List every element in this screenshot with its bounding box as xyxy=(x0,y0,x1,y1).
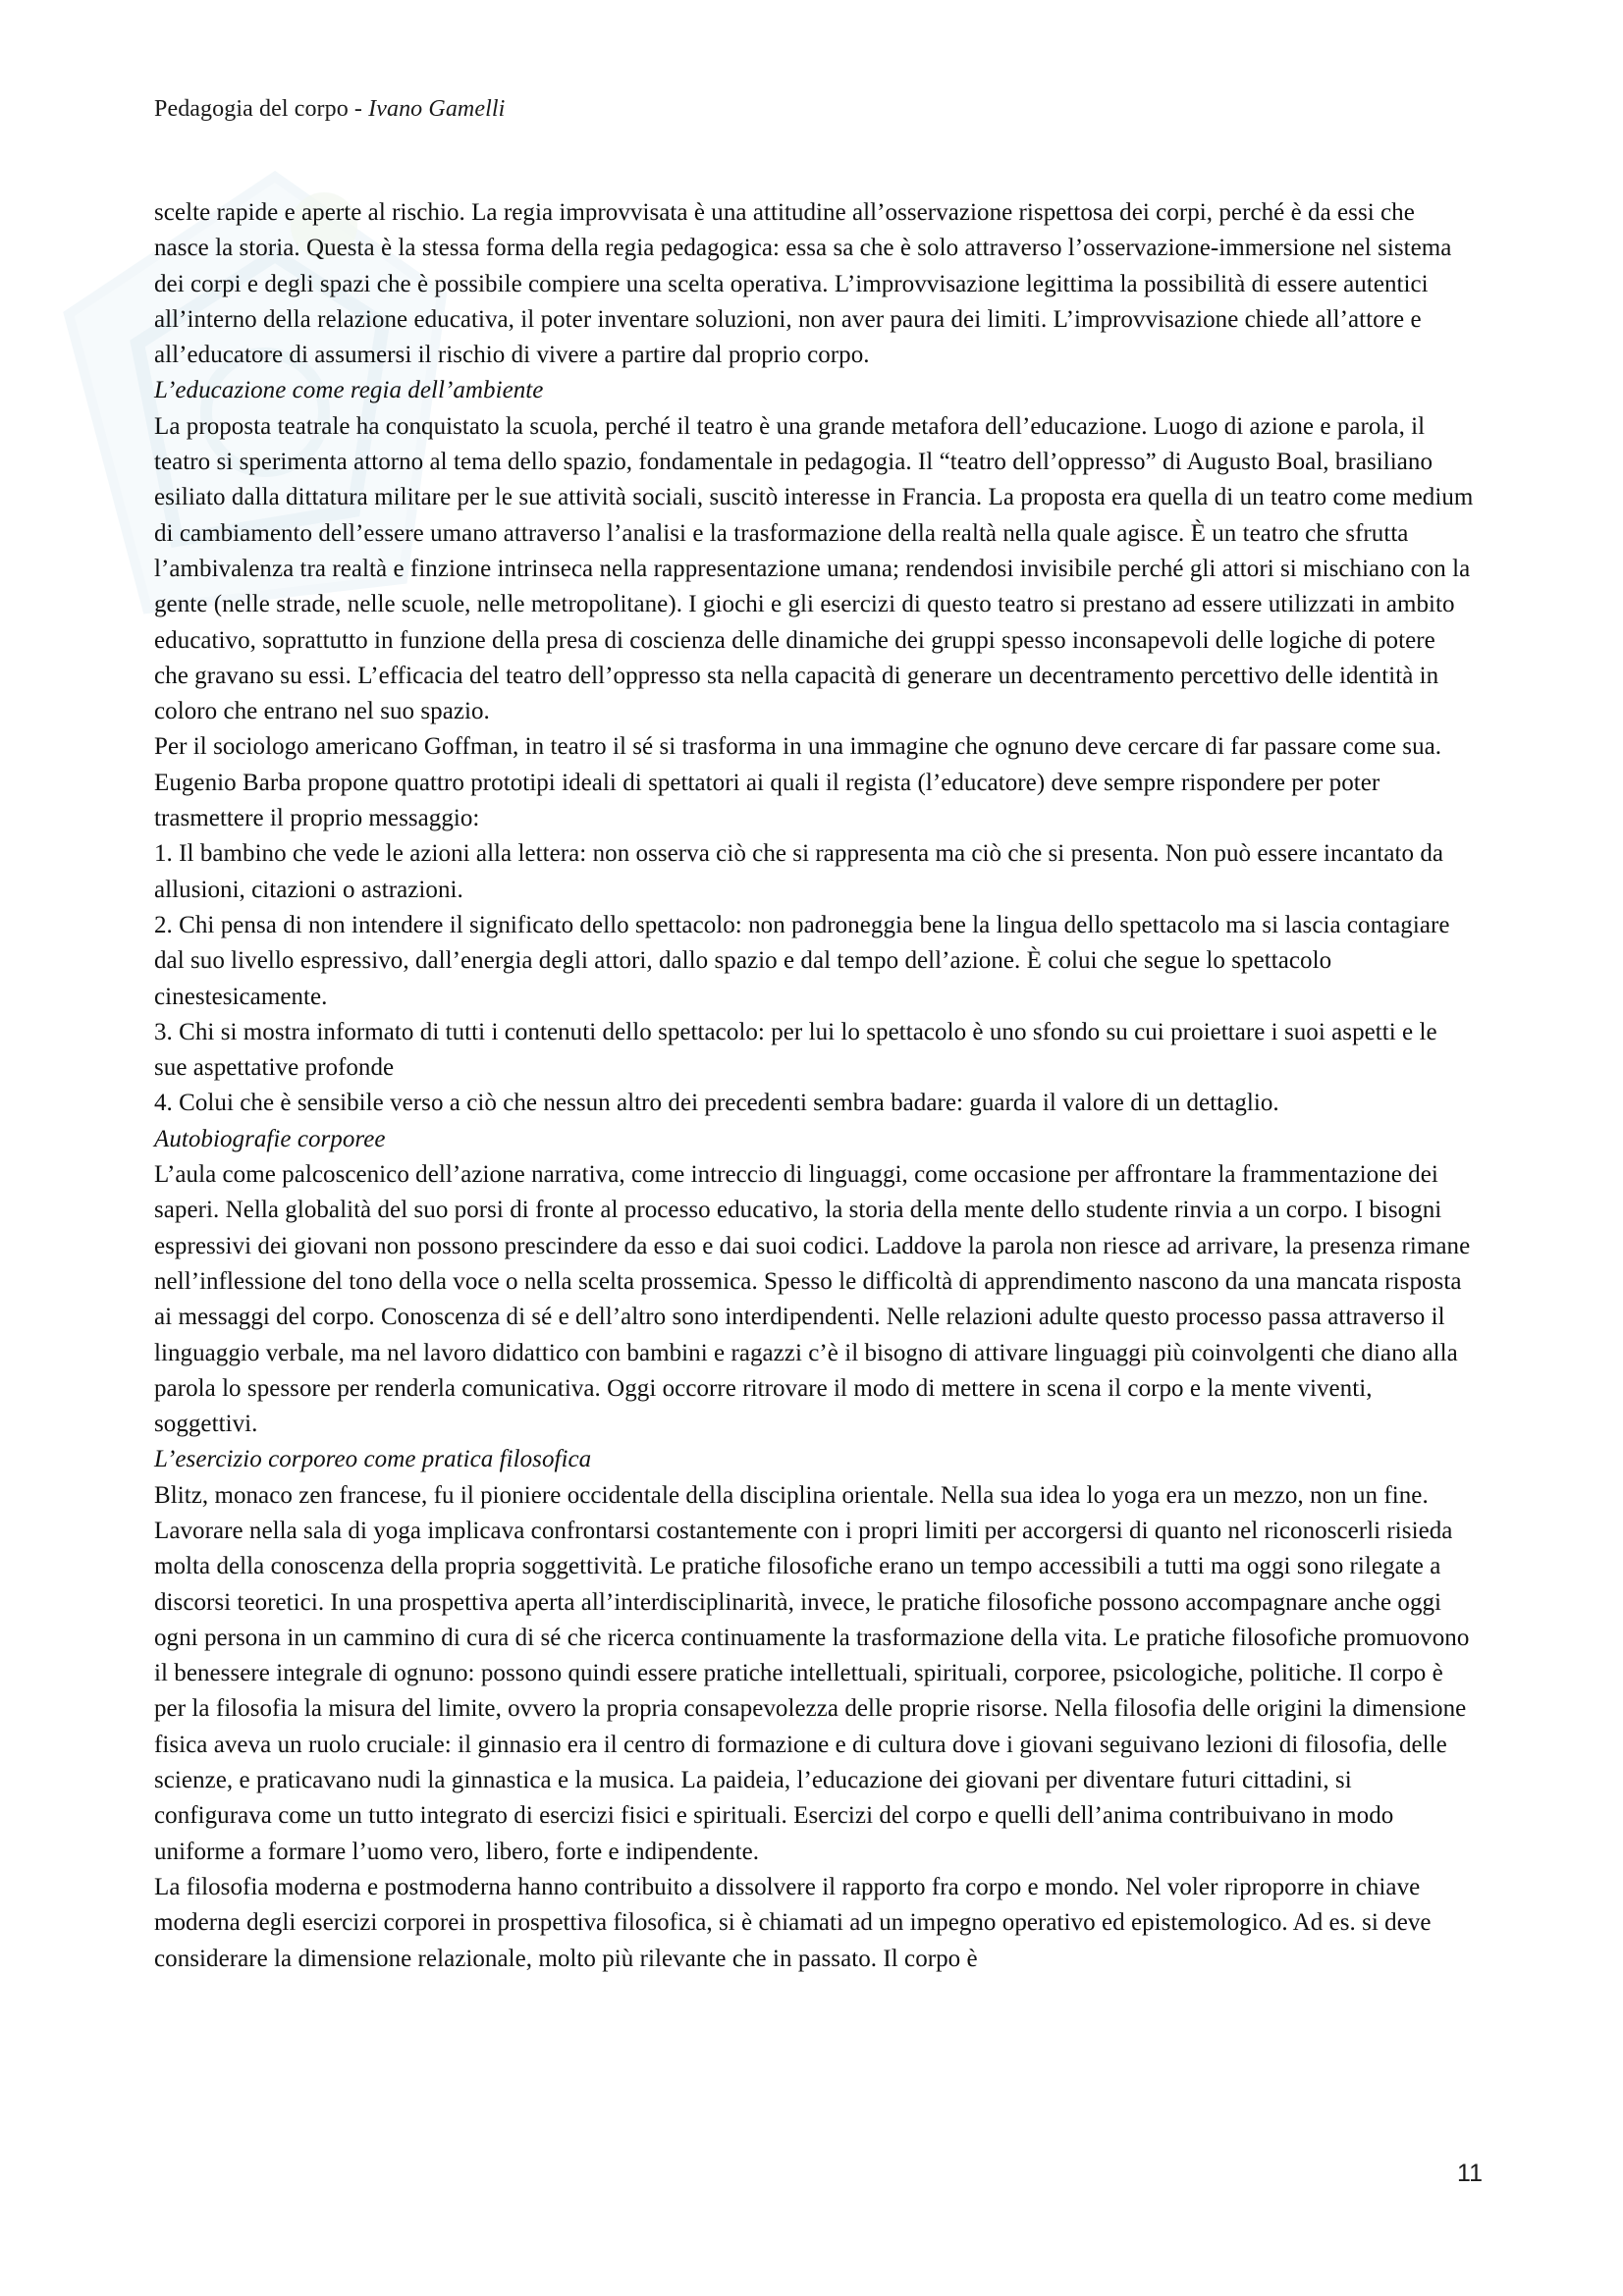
paragraph-3: Per il sociologo americano Goffman, in teatro il sé si trasforma in una immagine che ognuno deve cercare di far passare come sua. Eugenio Barba propone quattro prototipi ideali di spettatori ai quali il regista (l’educatore) deve sempre rispondere per poter trasmettere il proprio messaggio: xyxy=(154,733,1442,832)
list-item: 1. Il bambino che vede le azioni alla lettera: non osserva ciò che si rappresenta ma ciò che si presenta. Non può essere incantato da allusioni, citazioni o astrazioni. xyxy=(154,840,1444,903)
page-number: 11 xyxy=(1457,2160,1483,2187)
header-title: Pedagogia del corpo - xyxy=(154,96,369,122)
paragraph-4: L’aula come palcoscenico dell’azione narrativa, come intreccio di linguaggi, come occasione per affrontare la frammentazione dei saperi. Nella globalità del suo porsi di fronte al processo educativo, la storia della mente dello studente rinvia a un corpo. I bisogni espressivi dei giovani non possono prescindere da esso e dai suoi codici. Laddove la parola non riesce ad arrivare, la presenza rimane nell’inflessione del tono della voce o nella scelta prossemica. Spesso le difficoltà di apprendimento nascono da una mancata risposta ai messaggi del corpo. Conoscenza di sé e dell’altro sono interdipendenti. Nelle relazioni adulte questo processo passa attraverso il linguaggio verbale, ma nel lavoro didattico con bambini e ragazzi c’è il bisogno di attivare linguaggi più coinvolgenti che diano alla parola lo spessore per renderla comunicativa. Oggi occorre ritrovare il modo di mettere in scena il corpo e la mente viventi, soggettivi. xyxy=(154,1161,1471,1438)
list-item: 4. Colui che è sensibile verso a ciò che nessun altro dei precedenti sembra badare: guarda il valore di un dettaglio. xyxy=(154,1090,1279,1117)
list-item: 2. Chi pensa di non intendere il significato dello spettacolo: non padroneggia bene la lingua dello spettacolo ma si lascia contagiare dal suo livello espressivo, dall’energia degli attori, dallo spazio e dal tempo dell’azione. È colui che segue lo spettacolo cinestesicamente. xyxy=(154,911,1450,1010)
paragraph-1: scelte rapide e aperte al rischio. La regia improvvisata è una attitudine all’osservazione rispettosa dei corpi, perché è da essi che nasce la storia. Questa è la stessa forma della regia pedagogica: essa sa che è solo attraverso l’osservazione-immersione nel sistema dei corpi e degli spazi che è possibile compiere una scelta operativa. L’improvvisazione legittima la possibilità di essere autentici all’interno della relazione educativa, il poter inventare soluzioni, non aver paura dei limiti. L’improvvisazione chiede all’attore e all’educatore di assumersi il rischio di vivere a partire dal proprio corpo. xyxy=(154,199,1452,369)
section-heading-educazione: L’educazione come regia dell’ambiente xyxy=(154,377,544,404)
document-body xyxy=(154,195,1475,1977)
page-header xyxy=(154,96,505,123)
list-item: 3. Chi si mostra informato di tutti i contenuti dello spettacolo: per lui lo spettacolo è uno sfondo su cui proiettare i suoi aspetti e le sue aspettative profonde xyxy=(154,1018,1437,1082)
section-heading-autobiografie: Autobiografie corporee xyxy=(154,1125,386,1152)
paragraph-5: Blitz, monaco zen francese, fu il pioniere occidentale della disciplina orientale. Nella sua idea lo yoga era un mezzo, non un fine. Lavorare nella sala di yoga implicava confrontarsi costantemente con i propri limiti per accorgersi di quanto nel riconoscerli risieda molta della conoscenza della propria soggettività. Le pratiche filosofiche erano un tempo accessibili a tutti ma oggi sono rilegate a discorsi teoretici. In una prospettiva aperta all’interdisciplinarità, invece, le pratiche filosofiche possono accompagnare anche oggi ogni persona in un cammino di cura di sé che ricerca continuamente la trasformazione della vita. Le pratiche filosofiche promuovono il benessere integrale di ognuno: possono quindi essere pratiche intellettuali, spirituali, corporee, psicologiche, politiche. Il corpo è per la filosofia la misura del limite, ovvero la propria consapevolezza delle proprie risorse. Nella filosofia delle origini la dimensione fisica aveva un ruolo cruciale: il ginnasio era il centro di formazione e di cultura dove i giovani seguivano lezioni di filosofia, delle scienze, e praticavano nudi la ginnastica e la musica. La paideia, l’educazione dei giovani per diventare futuri cittadini, si configurava come un tutto integrato di esercizi fisici e spirituali. Esercizi del corpo e quelli dell’anima contribuivano in modo uniforme a formare l’uomo vero, libero, forte e indipendente. xyxy=(154,1481,1470,1865)
paragraph-6: La filosofia moderna e postmoderna hanno contribuito a dissolvere il rapporto fra corpo e mondo. Nel voler riproporre in chiave moderna degli esercizi corporei in prospettiva filosofica, si è chiamati ad un impegno operativo ed epistemologico. Ad es. si deve considerare la dimensione relazionale, molto più rilevante che in passato. Il corpo è xyxy=(154,1873,1432,1972)
section-heading-esercizio: L’esercizio corporeo come pratica filosofica xyxy=(154,1446,592,1473)
header-author: Ivano Gamelli xyxy=(368,96,506,122)
paragraph-2: La proposta teatrale ha conquistato la scuola, perché il teatro è una grande metafora dell’educazione. Luogo di azione e parola, il teatro si sperimenta attorno al tema dello spazio, fondamentale in pedagogia. Il “teatro dell’oppresso” di Augusto Boal, brasiliano esiliato dalla dittatura militare per le sue attività sociali, suscitò interesse in Francia. La proposta era quella di un teatro come medium di cambiamento dell’essere umano attraverso l’analisi e la trasformazione della realtà nella quale agisce. È un teatro che sfrutta l’ambivalenza tra realtà e finzione intrinseca nella rappresentazione umana; rendendosi invisibile perché gli attori si mischiano con la gente (nelle strade, nelle scuole, nelle metropolitane). I giochi e gli esercizi di questo teatro si prestano ad essere utilizzati in ambito educativo, soprattutto in funzione della presa di coscienza delle dinamiche dei gruppi spesso inconsapevoli delle logiche di potere che gravano su essi. L’efficacia del teatro dell’oppresso sta nella capacità di generare un decentramento percettivo delle identità in coloro che entrano nel suo spazio. xyxy=(154,412,1474,725)
